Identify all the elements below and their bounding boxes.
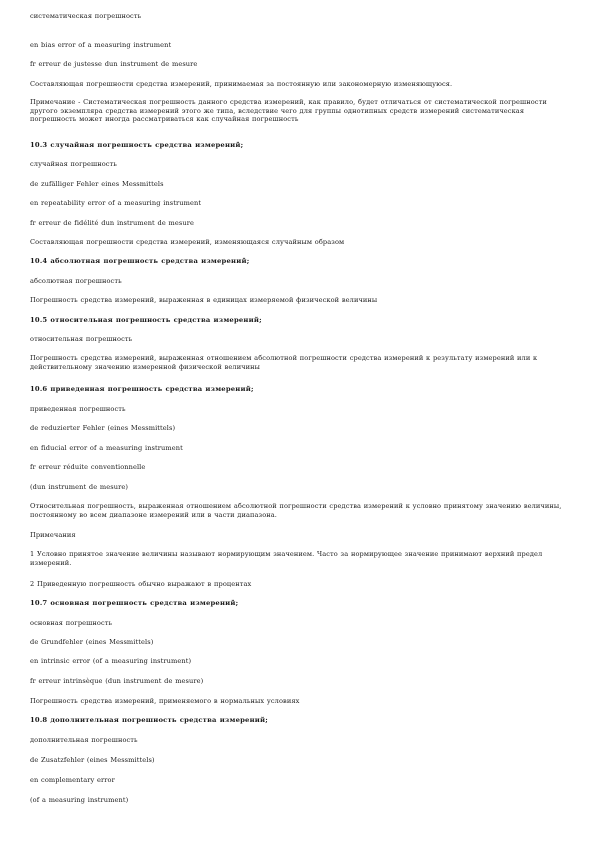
section-heading: 10.7 основная погрешность средства измерений; bbox=[30, 599, 239, 607]
paragraph: Погрешность средства измерений, выраженная в единицах измеряемой физической величины bbox=[30, 296, 378, 304]
paragraph: en bias error of a measuring instrument bbox=[30, 41, 172, 49]
paragraph: de Grundfehler (eines Messmittels) bbox=[30, 638, 154, 646]
section-heading: 10.3 случайная погрешность средства измерений; bbox=[30, 141, 244, 149]
paragraph: случайная погрешность bbox=[30, 160, 117, 168]
paragraph: de zufälliger Fehler eines Messmittels bbox=[30, 180, 164, 188]
paragraph: (dun instrument de mesure) bbox=[30, 483, 129, 491]
paragraph: основная погрешность bbox=[30, 619, 113, 627]
paragraph: de reduzierter Fehler (eines Messmittels) bbox=[30, 424, 176, 432]
paragraph: 2 Приведенную погрешность обычно выражают в процентах bbox=[30, 580, 252, 588]
paragraph: en repeatability error of a measuring instrument bbox=[30, 199, 202, 207]
paragraph: Погрешность средства измерений, применяемого в нормальных условиях bbox=[30, 697, 300, 705]
paragraph: Относительная погрешность, выраженная отношением абсолютной погрешности средства измерений к условно принятому значению величины, постоянному во всем диапазоне измерений или в части диапазона. bbox=[30, 502, 562, 519]
paragraph: относительная погрешность bbox=[30, 335, 133, 343]
paragraph: Погрешность средства измерений, выраженная отношением абсолютной погрешности средства измерений к результату измерений или к действительному значению измеренной физической величины bbox=[30, 354, 538, 371]
paragraph: 1 Условно принятое значение величины называют нормирующим значением. Часто за нормирующее значение принимают верхний предел измерений. bbox=[30, 550, 543, 567]
paragraph: fr erreur de fidélité dun instrument de mesure bbox=[30, 219, 194, 227]
paragraph: en complementary error bbox=[30, 776, 115, 784]
paragraph: Составляющая погрешности средства измерений, принимаемая за постоянную или закономерную изменяющуюся. bbox=[30, 80, 453, 88]
paragraph: en fiducial error of a measuring instrument bbox=[30, 444, 183, 452]
paragraph: fr erreur de justesse dun instrument de mesure bbox=[30, 60, 198, 68]
paragraph: en intrinsic error (of a measuring instrument) bbox=[30, 657, 192, 665]
paragraph: Примечания bbox=[30, 531, 76, 539]
paragraph: de Zusatzfehler (eines Messmittels) bbox=[30, 756, 155, 764]
paragraph: систематическая погрешность bbox=[30, 12, 142, 20]
paragraph: (of a measuring instrument) bbox=[30, 796, 129, 804]
paragraph: абсолютная погрешность bbox=[30, 277, 122, 285]
paragraph: приведенная погрешность bbox=[30, 405, 126, 413]
paragraph: дополнительная погрешность bbox=[30, 736, 138, 744]
section-heading: 10.6 приведенная погрешность средства измерений; bbox=[30, 385, 254, 393]
section-heading: 10.5 относительная погрешность средства измерений; bbox=[30, 316, 262, 324]
paragraph: fr erreur réduite conventionnelle bbox=[30, 463, 146, 471]
paragraph: Составляющая погрешности средства измерений, изменяющаяся случайным образом bbox=[30, 238, 345, 246]
note-paragraph: Примечание - Систематическая погрешность данного средства измерений, как правило, будет отличаться от систематической погрешности другого экземпляра средства измерений этого же типа, вследствие чего для группы однотипных средств измерений систематическая погрешность может иногда рассматриваться как случайная погрешность bbox=[30, 98, 547, 124]
paragraph: fr erreur intrinsèque (dun instrument de mesure) bbox=[30, 677, 204, 685]
section-heading: 10.4 абсолютная погрешность средства измерений; bbox=[30, 257, 250, 265]
section-heading: 10.8 дополнительная погрешность средства измерений; bbox=[30, 716, 268, 724]
